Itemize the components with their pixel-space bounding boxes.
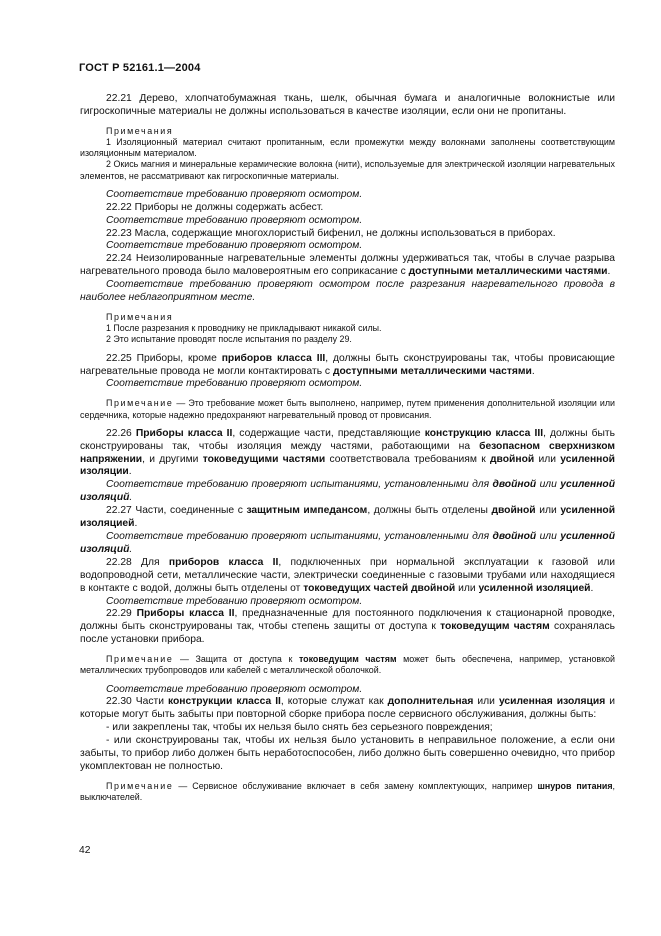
bold-term: токоведущими частями [202,453,326,465]
page-body [80,93,615,803]
paragraph [80,531,615,557]
paragraph [80,353,615,379]
note-label: Примечание [106,654,174,665]
paragraph [80,557,615,596]
text-run: . [129,543,133,555]
paragraph [80,428,615,480]
text-run: , должны быть сконструированы так, чтобы изоляция между частями, работающими на [80,427,615,452]
text-run: . [531,365,535,377]
text-run: . [128,466,132,478]
paragraph [80,137,615,159]
paragraph [80,215,615,228]
text-run: Соответствие требованию проверяют осмотром. [106,595,363,607]
text-run: или [535,505,561,517]
paragraph [80,202,615,215]
paragraph [80,279,615,305]
text-run: или [536,479,561,491]
paragraph [80,323,615,334]
note-label: Примечание [106,780,174,791]
text-run: Соответствие требованию проверяют осмотром. [106,214,363,226]
text-run: соответствовала требованиям к [325,453,490,465]
bold-term: двойной [490,453,535,465]
bold-term: приборов класса III [221,352,326,364]
bold-term: токоведущим частям [298,654,397,665]
text-run: 22.30 Части [106,696,168,708]
paragraph [80,126,615,137]
bold-term: усиленная изоляция [498,696,606,708]
paragraph [80,505,615,531]
paragraph [80,398,615,420]
note-label: Примечание [106,398,174,409]
paragraph [80,312,615,323]
bold-term: дополнительная [387,696,474,708]
bold-term: конструкции класса II [168,696,281,708]
text-run: 22.21 Дерево, хлопчатобумажная ткань, шелк, обычная бумага и аналогичные волокнистые или гигроскопичные материалы не должны использоваться в качестве изоляции, если они не пропитаны. [80,93,615,117]
paragraph [80,479,615,505]
text-run: 22.24 Неизолированные нагревательные элементы должны удерживаться так, чтобы в случае разрыва нагревательного провода было маловероятным его соприкасание с [80,253,615,278]
text-run: 22.29 [106,608,137,620]
text-run: Соответствие требованию проверяют испытаниями, установленными для [106,530,493,542]
text-run: , подключенных при нормальной эксплуатации к газовой или водопроводной сети, металлические части, электрически соединенные с газовыми трубами или находящиеся в контакте с водой, должны быть отделены от [80,556,616,594]
text-run: . [607,266,611,278]
bold-term: токоведущих частей двойной [303,582,456,594]
bold-term: усиленной изоляцией [478,582,591,594]
page-header: ГОСТ Р 52161.1—2004 [79,62,201,74]
text-run: - или сконструированы так, чтобы их нельзя было установить в неправильное положение, а если они забыты, то прибор либо должен быть неработоспособен, либо должно быть совершенно очевидно, что прибор укомплектован не полностью. [80,735,615,772]
text-run: — Сервисное обслуживание включает в себя замену комплектующих, например [173,780,538,791]
paragraph [80,596,615,609]
text-run: или [473,696,499,708]
text-run: . [129,492,133,504]
paragraph [80,654,615,676]
bold-term: двойной [492,530,537,542]
text-run: 22.23 Масла, содержащие многохлористый бифенил, не должны использоваться в приборах. [106,227,556,239]
text-run: Соответствие требованию проверяют осмотром. [106,378,363,390]
text-run: сохранялась после установки прибора. [80,621,615,646]
text-run: и которые могут быть забыты при повторной сборке прибора после сервисного обслуживания, должны быть: [80,696,615,721]
paragraph [80,93,615,119]
text-run: 2 Окись магния и минеральные керамические волокна (нити), используемые для электрической изоляции нагревательных элементов, не рассматривают как гигроскопичные материалы. [80,159,615,181]
paragraph [80,608,615,647]
text-run: — Защита от доступа к [173,654,299,665]
paragraph [80,735,615,774]
bold-term: усиленной изоляций [80,530,616,555]
paragraph [80,781,615,803]
text-run: Соответствие требованию проверяют осмотром. [106,188,363,200]
paragraph [80,159,615,181]
bold-term: шнуров питания [537,780,613,791]
text-run: , должны быть сконструированы так, чтобы провисающие нагревательные провода не могли контактировать с [80,352,615,377]
paragraph [80,722,615,735]
paragraph [80,696,615,722]
text-run: , должны быть отделены [367,505,492,517]
text-run: 1 После разрезания к проводнику не прикладывают никакой силы. [106,323,382,334]
paragraph [80,240,615,253]
page-number: 42 [79,845,91,856]
bold-term: доступными металлическими частями [408,266,608,278]
bold-term: Приборы класса II [135,427,233,439]
text-run: — Это требование может быть выполнено, например, путем применения дополнительной изоляции или сердечника, которые надежно предохраняют нагревательный провод от провисания. [80,398,615,420]
bold-term: усиленной изоляции [80,453,616,478]
text-run: Соответствие требованию проверяют осмотром. [106,240,363,252]
text-run: или [455,582,479,594]
text-run: Соответствие требованию проверяют испытаниями, установленными для [106,479,493,491]
text-run: Соответствие требованию проверяют осмотром. [106,683,363,695]
text-run: 22.25 Приборы, кроме [106,352,222,364]
text-run: , которые служат как [280,696,388,708]
paragraph [80,228,615,241]
text-run: или [534,453,561,465]
text-run: , выключателей. [80,780,615,803]
note-label: Примечания [106,125,174,136]
text-run: , предназначенные для постоянного подключения к стационарной проводке, должны быть сконструированы так, чтобы степень защиты от доступа к [80,608,615,633]
bold-term: двойной [492,479,537,491]
bold-term: Приборы класса II [136,608,235,620]
text-run: 22.26 [106,427,136,439]
bold-term: токоведущим частям [440,621,550,633]
bold-term: двойной [491,505,536,517]
bold-term: приборов класса II [168,556,279,568]
bold-term: конструкцию класса III [424,427,544,439]
bold-term: защитным импедансом [246,505,368,517]
bold-term: доступными металлическими частями [332,365,532,377]
text-run: . [134,518,138,530]
text-run: может быть обеспечена, например, установкой металлических трубопроводов или кабелей с металлической оболочкой. [80,654,615,676]
bold-term: безопасном сверхнизком напряжении [80,440,615,465]
text-run: . [590,582,594,594]
text-run: , и другими [142,453,203,465]
text-run: 22.28 Для [106,556,169,568]
text-run: 2 Это испытание проводят после испытания по разделу 29. [106,334,352,345]
note-label: Примечания [106,311,174,322]
text-run: - или закреплены так, чтобы их нельзя было снять без серьезного повреждения; [106,722,493,734]
text-run: , содержащие части, представляющие [232,427,425,439]
paragraph [80,253,615,279]
bold-term: усиленной изоляций [80,479,616,504]
paragraph [80,334,615,345]
text-run: 1 Изоляционный материал считают пропитанным, если промежутки между волокнами заполнены соответствующим изоляционным материалом. [80,137,615,159]
text-run: 22.27 Части, соединенные с [106,505,247,517]
text-run: или [536,530,561,542]
text-run: Соответствие требованию проверяют осмотром после разрезания нагревательного провода в наиболее неблагоприятном месте. [80,279,615,304]
paragraph [80,189,615,202]
paragraph [80,378,615,391]
paragraph [80,684,615,697]
text-run: 22.22 Приборы не должны содержать асбест. [106,201,324,213]
bold-term: усиленной изоляцией [80,505,616,530]
